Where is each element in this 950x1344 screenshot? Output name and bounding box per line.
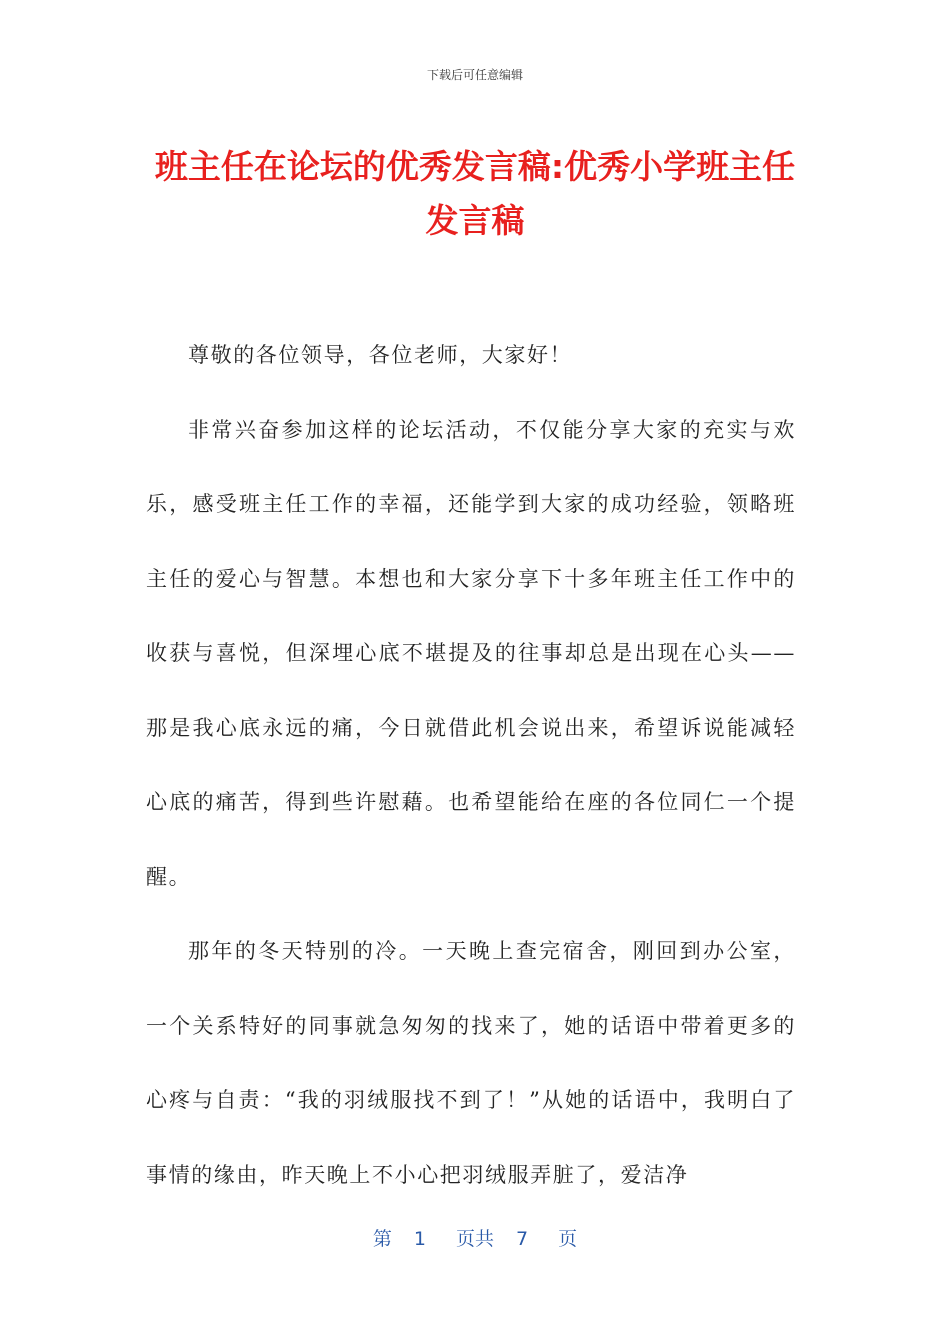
header-note: 下载后可任意编辑 (426, 68, 523, 82)
paragraph-story: 那年的冬天特别的冷。一天晚上查完宿舍，刚回到办公室，一个关系特好的同事就急匆匆的找来了，她的话语中带着更多的心疼与自责：“我的羽绒服找不到了！”从她的话语中，我明白了事情的缘由，昨天晚上不小心把羽绒服弄脏了，爱洁净 (146, 939, 796, 1187)
footer-page-total: 7 (516, 1228, 529, 1250)
paragraph-greeting: 尊敬的各位领导，各位老师，大家好！ (188, 343, 573, 367)
paragraph-intro: 非常兴奋参加这样的论坛活动，不仅能分享大家的充实与欢乐，感受班主任工作的幸福，还能学到大家的成功经验，领略班主任的爱心与智慧。本想也和大家分享下十多年班主任工作中的收获与喜悦，但深埋心底不堪提及的往事却总是出现在心头——那是我心底永远的痛，今日就借此机会说出来，希望诉说能减轻心底的痛苦，得到些许慰藉。也希望能给在座的各位同仁一个提醒。 (146, 417, 796, 889)
page-footer (0, 1224, 950, 1254)
footer-suffix: 页 (558, 1228, 578, 1250)
footer-prefix: 第 (372, 1228, 392, 1250)
footer-middle: 页共 (455, 1228, 494, 1250)
footer-page-current: 1 (413, 1228, 426, 1250)
document-title: 班主任在论坛的优秀发言稿:优秀小学班主任发言稿 (154, 147, 796, 240)
document-body (146, 318, 796, 1212)
